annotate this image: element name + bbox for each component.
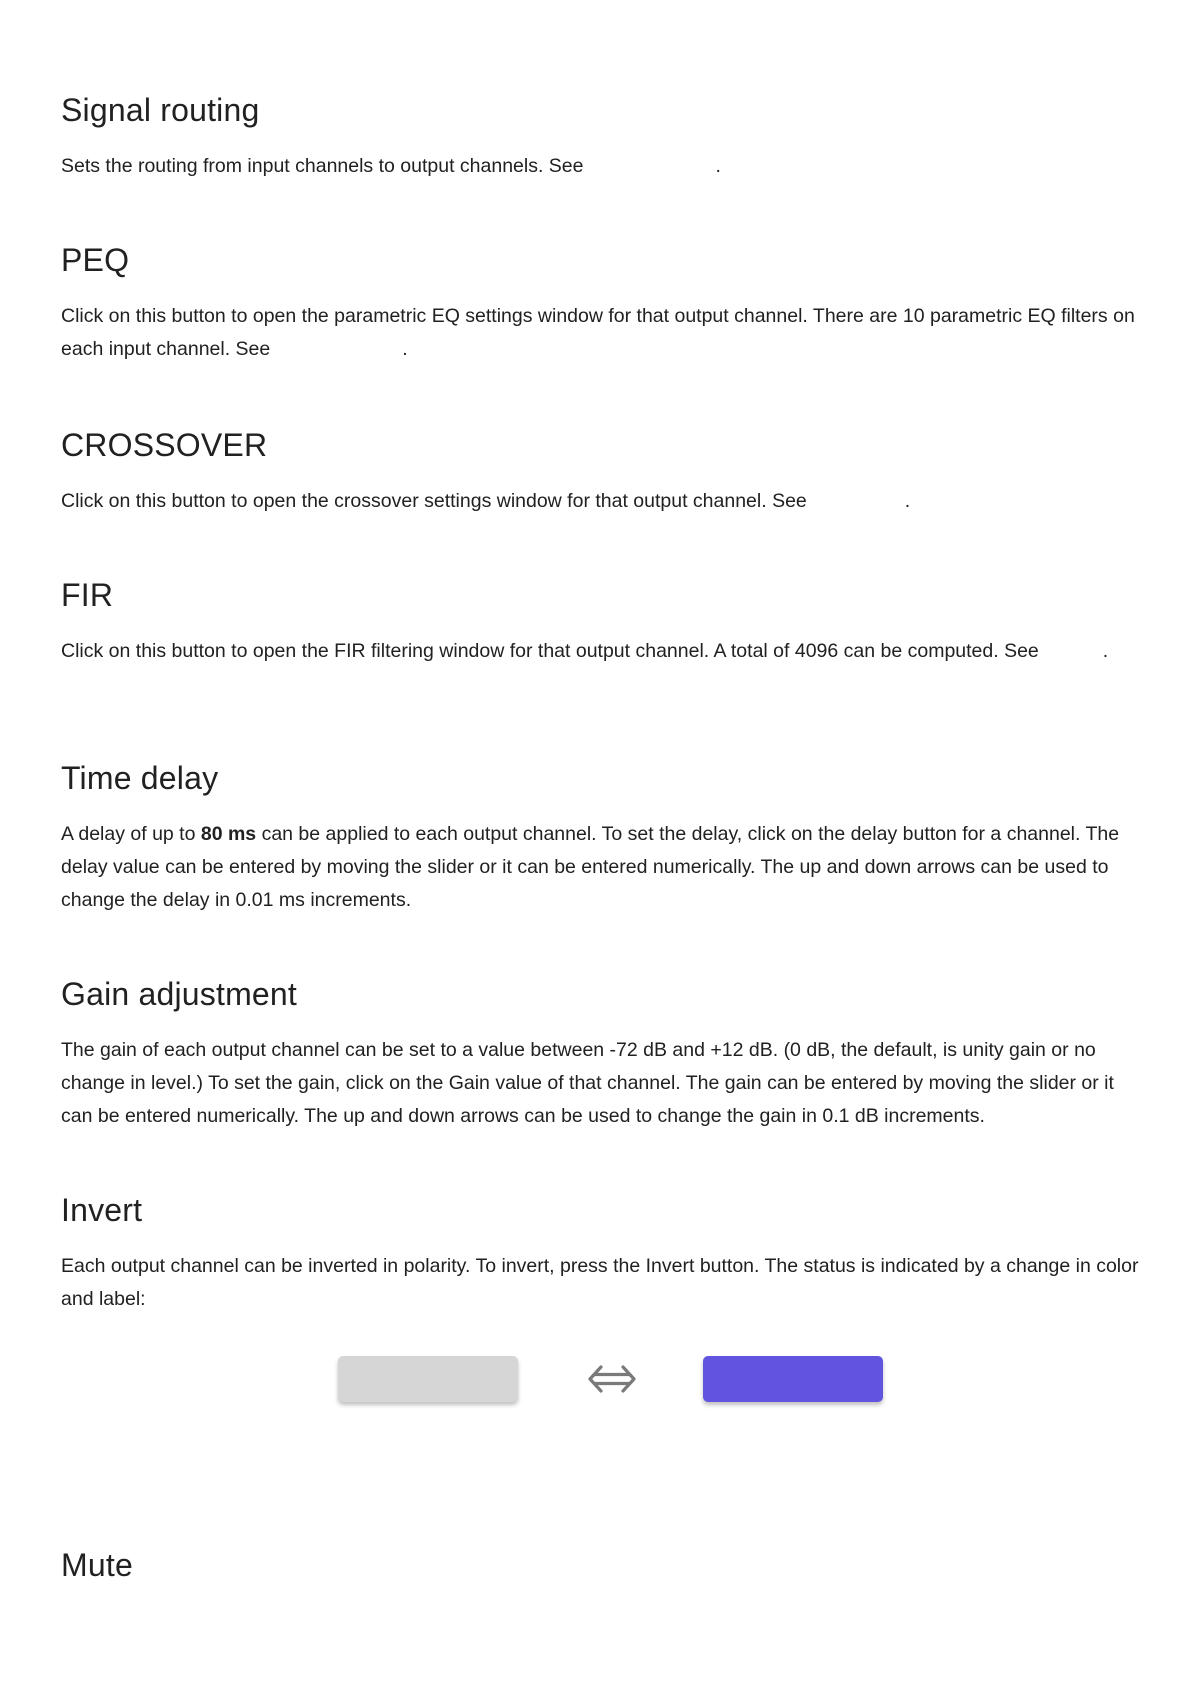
signal-routing-text: Sets the routing from input channels to output channels. See . bbox=[61, 155, 721, 177]
crossover-heading: CROSSOVER bbox=[61, 427, 268, 463]
time-delay-text: A delay of up to 80 ms can be applied to each output channel. To set the delay, click on the delay button for a channel. The delay value can be entered by moving the slider or it can be entered numerically. The up and down arrows can be used to change the delay in 0.01 ms increments. bbox=[61, 823, 1120, 911]
time-delay-heading: Time delay bbox=[61, 760, 219, 796]
gain-adjustment-text: The gain of each output channel can be set to a value between -72 dB and +12 dB. (0 dB, the default, is unity gain or no change in level.) To set the gain, click on the Gain value of that channel. The gain can be entered by moving the slider or it can be entered numerically. The up and down arrows can be used to change the gain in 0.1 dB increments. bbox=[61, 1039, 1114, 1127]
fir-text: Click on this button to open the FIR filtering window for that output channel. A total of 4096 can be computed. See . bbox=[61, 640, 1109, 662]
peq-heading: PEQ bbox=[61, 242, 130, 278]
fir-heading: FIR bbox=[61, 577, 114, 613]
gain-adjustment-heading: Gain adjustment bbox=[61, 976, 298, 1012]
invert-status-illustration bbox=[61, 1356, 1141, 1416]
mute-heading: Mute bbox=[61, 1547, 133, 1583]
invert-button-on[interactable] bbox=[703, 1356, 883, 1402]
max-delay-value: 80 ms bbox=[200, 823, 257, 845]
crossover-text: Click on this button to open the crossover settings window for that output channel. See . bbox=[61, 490, 911, 512]
peq-text: Click on this button to open the parametric EQ settings window for that output channel. There are 10 parametric EQ filters on each input channel. See . bbox=[61, 305, 1135, 360]
invert-text: Each output channel can be inverted in polarity. To invert, press the Invert button. The status is indicated by a change in color and label: bbox=[61, 1255, 1139, 1310]
signal-routing-heading: Signal routing bbox=[61, 92, 260, 128]
invert-button-off[interactable] bbox=[338, 1356, 518, 1402]
left-right-arrow-icon bbox=[587, 1359, 637, 1399]
invert-heading: Invert bbox=[61, 1192, 143, 1228]
